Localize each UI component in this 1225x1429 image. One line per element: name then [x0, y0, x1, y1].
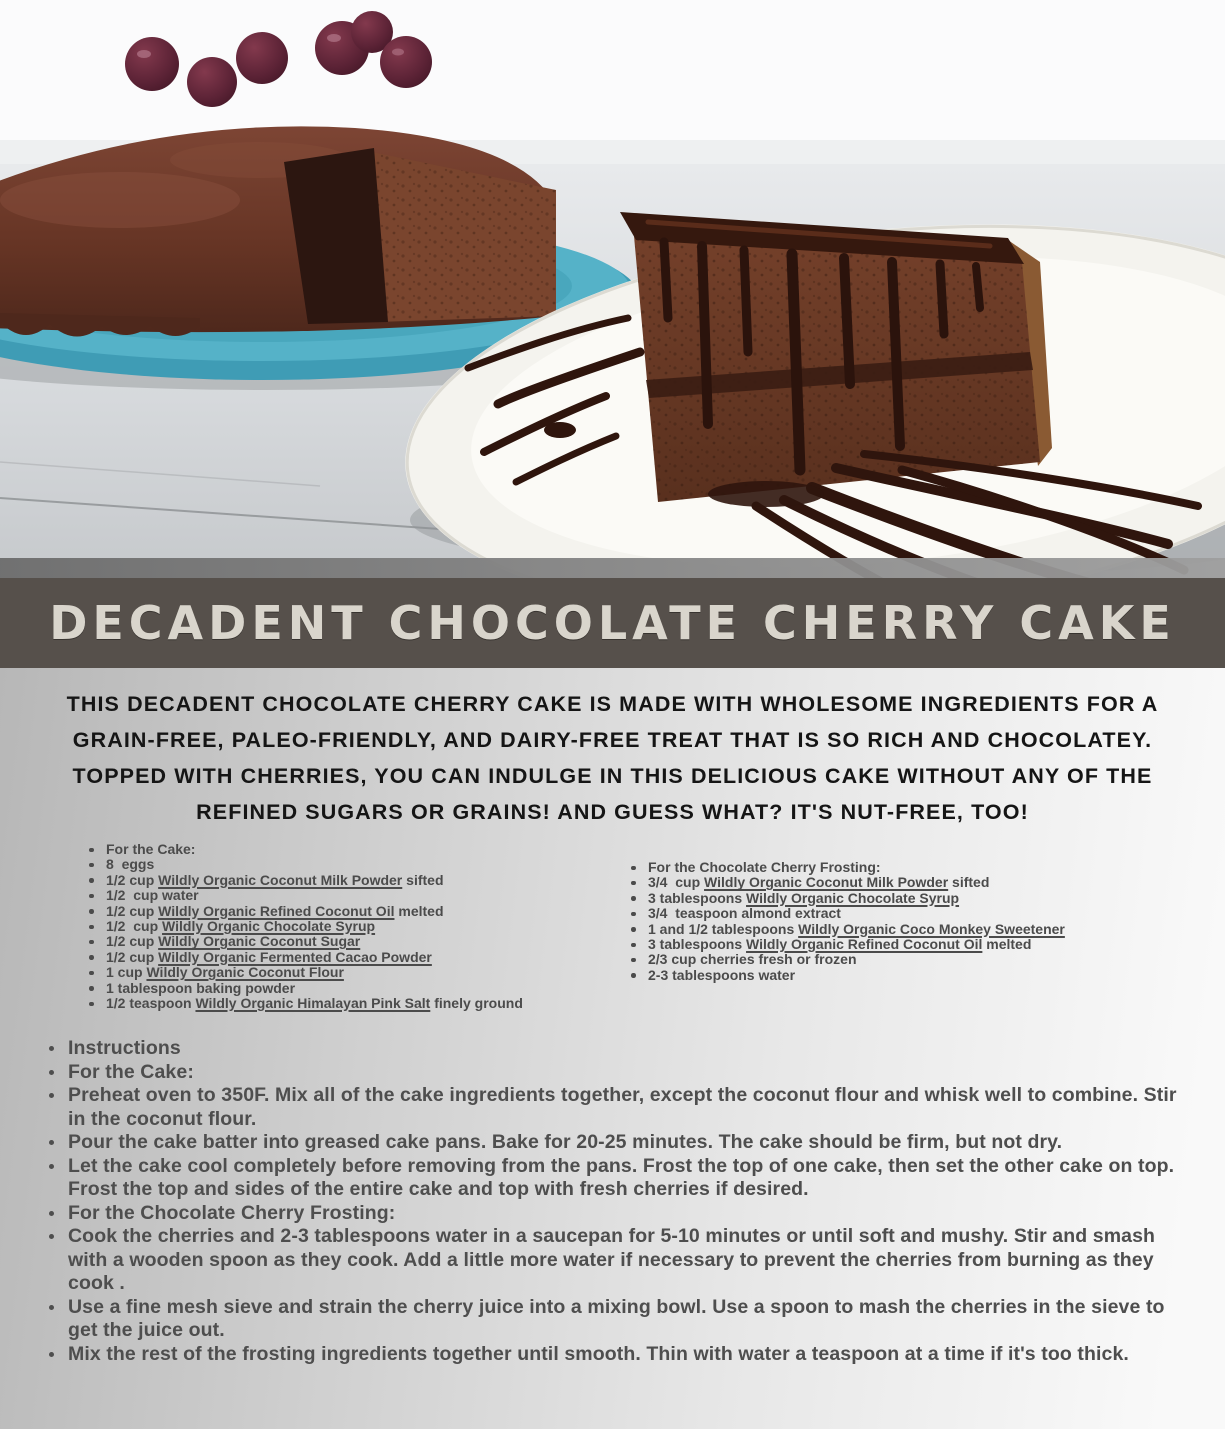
ingredient-item — [80, 919, 622, 934]
content-area — [0, 668, 1225, 1429]
product-link[interactable]: Wildly Organic Chocolate Syrup — [162, 918, 376, 935]
hero-photo — [0, 0, 1225, 578]
drizzle-puddle — [708, 481, 824, 507]
ingredient-item — [80, 996, 622, 1011]
ingredient-text: melted — [982, 936, 1032, 953]
ingredient-text: 3 tablespoons — [648, 889, 747, 906]
product-link[interactable]: Wildly Organic Himalayan Pink Salt — [195, 995, 431, 1012]
instruction-item: Preheat oven to 350F. Mix all of the cake ingredients together, except the coconut flour and whisk well to combine. Stir in the coconut flour. — [48, 1084, 1195, 1131]
instructions-section — [48, 1037, 1195, 1366]
ingredient-item — [622, 891, 1205, 906]
ingredient-text: 1 and 1/2 tablespoons — [648, 920, 799, 937]
drizzle-blob — [544, 422, 576, 438]
ingredient-text: For the Chocolate Cherry Frosting: — [648, 859, 881, 875]
ingredient-item — [80, 904, 622, 919]
ingredient-text: 3/4 cup — [648, 874, 705, 891]
ingredient-text: 1/2 cup — [106, 948, 159, 965]
ingredient-item — [80, 857, 622, 872]
instruction-item: For the Chocolate Cherry Frosting: — [48, 1202, 1195, 1226]
cherry-shine — [137, 50, 151, 58]
ingredient-item — [80, 873, 622, 888]
ingredient-text: 1 cup — [106, 964, 147, 981]
cherry — [187, 57, 237, 107]
ingredients-column-frosting — [622, 860, 1205, 1011]
ingredient-item — [80, 965, 622, 980]
ingredient-item — [80, 842, 622, 857]
glaze-highlight — [0, 172, 240, 228]
instruction-item: Pour the cake batter into greased cake pans. Bake for 20-25 minutes. The cake should be firm, but not dry. — [48, 1131, 1195, 1155]
ingredient-item — [80, 888, 622, 903]
ingredient-item — [622, 875, 1205, 890]
product-link[interactable]: Wildly Organic Coconut Milk Powder — [158, 871, 403, 888]
ingredient-text: 1/2 cup — [106, 933, 159, 950]
ingredient-text: 1/2 cup — [106, 902, 159, 919]
ingredient-text: 1 tablespoon baking powder — [106, 979, 296, 996]
ingredient-text: 2-3 tablespoons water — [648, 966, 796, 983]
ingredient-text: 1/2 cup — [106, 871, 159, 888]
instruction-item: For the Cake: — [48, 1061, 1195, 1085]
ingredient-item — [622, 922, 1205, 937]
ingredient-text: 8 eggs — [106, 856, 155, 873]
ingredient-item — [622, 860, 1205, 875]
ingredients-column-cake — [80, 842, 622, 1011]
ingredient-item — [622, 906, 1205, 921]
ingredient-item — [80, 981, 622, 996]
ingredient-text: 1/2 cup — [106, 918, 163, 935]
product-link[interactable]: Wildly Organic Coconut Sugar — [158, 933, 361, 950]
ingredient-item — [622, 937, 1205, 952]
product-link[interactable]: Wildly Organic Refined Coconut Oil — [746, 936, 983, 953]
ingredient-text: sifted — [948, 874, 990, 891]
table-front-edge — [0, 558, 1225, 578]
product-link[interactable]: Wildly Organic Fermented Cacao Powder — [158, 948, 432, 965]
ingredient-text: For the Cake: — [106, 841, 196, 857]
ingredient-item — [80, 950, 622, 965]
intro-paragraph: THIS DECADENT CHOCOLATE CHERRY CAKE IS MADE WITH WHOLESOME INGREDIENTS FOR A GRAIN-FREE, PALEO-FRIENDLY, AND DAIRY-FREE TREAT THAT IS SO RICH AND CHOCOLATEY. TOPPED WITH CHERRIES, YOU CAN INDULGE IN THIS DELICIOUS CAKE WITHOUT ANY OF THE REFINED SUGARS OR GRAINS! AND GUESS WHAT? IT'S NUT-FREE, TOO! — [66, 692, 1159, 824]
page-title: DECADENT CHOCOLATE CHERRY CAKE — [49, 596, 1176, 650]
ingredient-item — [622, 968, 1205, 983]
title-banner — [0, 578, 1225, 668]
hero-photo-svg — [0, 0, 1225, 578]
ingredient-text: 3/4 teaspoon almond extract — [648, 905, 841, 922]
ingredient-text: finely ground — [430, 995, 523, 1012]
instruction-item: Let the cake cool completely before removing from the pans. Frost the top of one cake, then set the other cake on top. Frost the top and sides of the entire cake and top with fresh cherries if desired. — [48, 1155, 1195, 1202]
ingredient-text: 1/2 teaspoon — [106, 995, 196, 1012]
cherry — [236, 32, 288, 84]
product-link[interactable]: Wildly Organic Refined Coconut Oil — [158, 902, 395, 919]
cherry — [125, 37, 179, 91]
ingredient-item — [80, 934, 622, 949]
product-link[interactable]: Wildly Organic Coconut Milk Powder — [704, 874, 949, 891]
ingredient-text: 3 tablespoons — [648, 936, 747, 953]
cherry — [380, 36, 432, 88]
instruction-item: Mix the rest of the frosting ingredients together until smooth. Thin with water a teaspoon at a time if it's too thick. — [48, 1343, 1195, 1367]
instruction-item: Use a fine mesh sieve and strain the cherry juice into a mixing bowl. Use a spoon to mash the cherries in the sieve to get the juice out. — [48, 1296, 1195, 1343]
ingredient-text: sifted — [402, 871, 444, 888]
product-link[interactable]: Wildly Organic Coco Monkey Sweetener — [798, 920, 1065, 937]
ingredient-text: 2/3 cup cherries fresh or frozen — [648, 951, 857, 968]
cake-slice — [620, 212, 1052, 502]
product-link[interactable]: Wildly Organic Coconut Flour — [146, 964, 344, 981]
cherry-shine — [327, 34, 341, 42]
instruction-item: Instructions — [48, 1037, 1195, 1061]
ingredient-text: 1/2 cup water — [106, 887, 199, 904]
product-link[interactable]: Wildly Organic Chocolate Syrup — [746, 889, 960, 906]
ingredient-text: melted — [394, 902, 444, 919]
cherry-shine — [392, 49, 404, 56]
ingredients-section — [80, 842, 1205, 1011]
ingredient-item — [622, 952, 1205, 967]
instruction-item: Cook the cherries and 2-3 tablespoons water in a saucepan for 5-10 minutes or until soft and mushy. Stir and smash with a wooden spoon as they cook. Add a little more water if necessary to prevent the cherries from burning as they cook . — [48, 1225, 1195, 1296]
